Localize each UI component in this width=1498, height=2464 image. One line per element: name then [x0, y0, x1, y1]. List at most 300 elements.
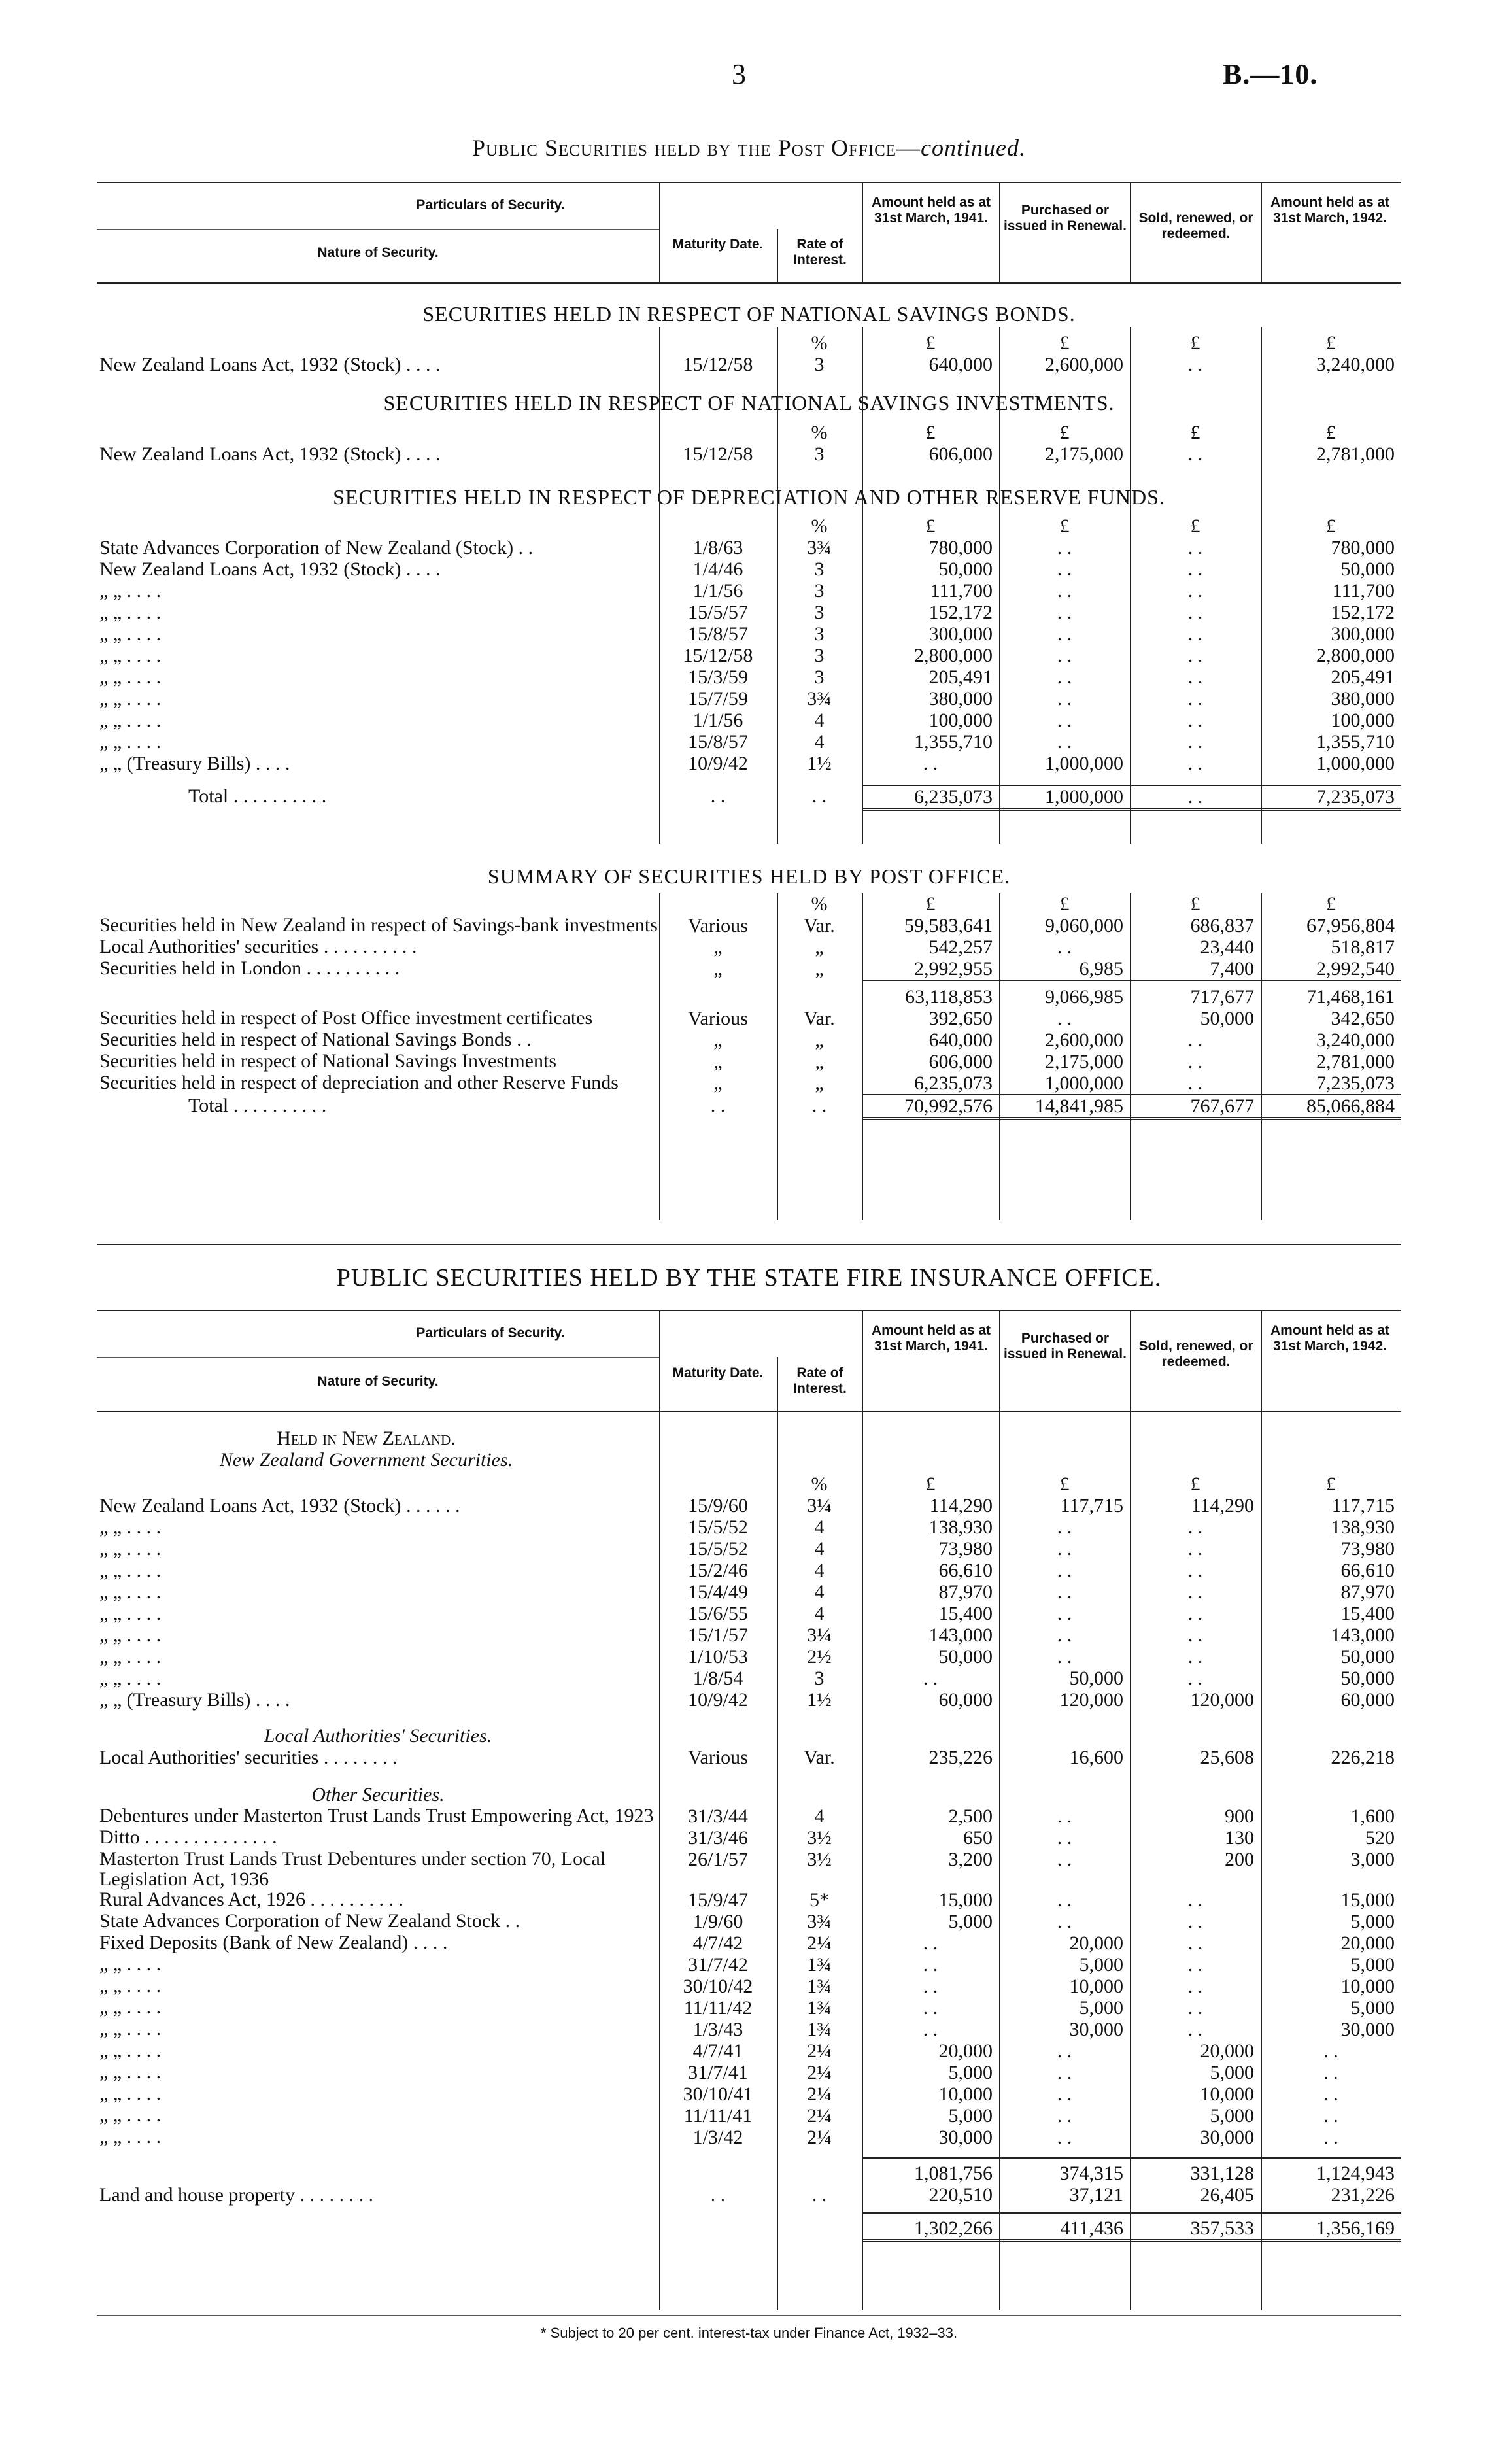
- cell: „ „ . . . .: [99, 666, 162, 688]
- cell: 2,992,540: [1316, 958, 1395, 980]
- summary-rows: [97, 893, 1401, 1119]
- cell: „: [815, 936, 824, 958]
- cell: 26,405: [1200, 2184, 1254, 2206]
- table-row: [97, 2105, 1401, 2127]
- cell: „ „ . . . .: [99, 2061, 162, 2083]
- cell: 143,000: [1331, 1624, 1395, 1646]
- cell: . .: [1323, 2083, 1338, 2105]
- cell: . .: [1057, 710, 1072, 731]
- subtotal-row: [97, 2158, 1401, 2184]
- depreciation-heading: SECURITIES HELD IN RESPECT OF DEPRECIATION AND OTHER RESERVE FUNDS.: [333, 485, 1165, 509]
- cell: 100,000: [1331, 710, 1395, 731]
- cell: 4: [814, 731, 825, 753]
- cell: 2,175,000: [1045, 1051, 1123, 1072]
- table-row: [97, 1646, 1401, 1668]
- section-divider: [97, 1244, 1401, 1245]
- cell: Total . . . . . . . . . .: [188, 785, 327, 807]
- cell: „ „ . . . .: [99, 580, 162, 602]
- table-row: [97, 2040, 1401, 2062]
- cell: „ „ . . . .: [99, 623, 162, 645]
- cell: 15/5/57: [688, 602, 748, 623]
- table-row: [97, 915, 1401, 936]
- cell: . .: [811, 2184, 827, 2206]
- cell: 3,240,000: [1316, 1029, 1395, 1051]
- cell: . .: [1057, 688, 1072, 710]
- cell: „ „ . . . .: [99, 645, 162, 666]
- cell: . .: [1187, 1029, 1203, 1051]
- cell: 4/7/42: [692, 1932, 743, 1954]
- cell: 226,218: [1331, 1747, 1395, 1768]
- maturity-header: Maturity Date.: [672, 1365, 764, 1380]
- unit-cell: £: [1326, 893, 1336, 915]
- cell: New Zealand Loans Act, 1932 (Stock) . . . . . .: [99, 1495, 460, 1516]
- cell: 138,930: [1331, 1516, 1395, 1538]
- cell: 10/9/42: [688, 1689, 748, 1711]
- cell: Total . . . . . . . . . .: [188, 1095, 327, 1116]
- cell: 205,491: [928, 666, 993, 688]
- cell: 780,000: [928, 537, 993, 558]
- cell: „ „ . . . .: [99, 602, 162, 623]
- cell: 15,400: [938, 1603, 993, 1624]
- cell: 117,715: [1060, 1495, 1123, 1516]
- cell: 4: [814, 1516, 825, 1538]
- cell: 31/7/42: [688, 1954, 748, 1976]
- unit-cell: £: [1326, 1473, 1336, 1495]
- summary-heading: SUMMARY OF SECURITIES HELD BY POST OFFICE.: [487, 864, 1011, 888]
- cell: 114,290: [929, 1495, 993, 1516]
- cell: 4/7/41: [692, 2040, 743, 2062]
- cell: 10/9/42: [688, 753, 748, 774]
- table-row: [97, 2083, 1401, 2105]
- cell: 4: [814, 710, 825, 731]
- cell: 15/9/60: [688, 1495, 748, 1516]
- cell: 15/2/46: [688, 1560, 748, 1581]
- cell: 380,000: [928, 688, 993, 710]
- unit-cell: £: [925, 893, 936, 915]
- cell: 1/3/43: [692, 2019, 743, 2040]
- cell: 520: [1365, 1827, 1395, 1849]
- cell: 518,817: [1331, 936, 1395, 958]
- cell: „: [713, 958, 723, 980]
- cell: . .: [1187, 1668, 1203, 1689]
- particulars-header: Particulars of Security.: [416, 1326, 565, 1341]
- cell: 4: [814, 1603, 825, 1624]
- fire-table: [97, 1452, 1401, 2242]
- cell: 71,468,161: [1261, 980, 1401, 1008]
- cell: 1,081,756: [862, 2158, 999, 2184]
- cell: . .: [1187, 1538, 1203, 1560]
- cell: . .: [923, 1668, 938, 1689]
- cell: 767,677: [1130, 1095, 1261, 1119]
- cell: 10,000: [1069, 1976, 1123, 1997]
- maturity-header: Maturity Date.: [672, 237, 764, 252]
- cell: . .: [1057, 1646, 1072, 1668]
- cell: 11/11/41: [683, 2105, 753, 2127]
- cell: 1½: [807, 1689, 832, 1711]
- cell: „ „ . . . .: [99, 1516, 162, 1538]
- cell: „ „ . . . .: [99, 1581, 162, 1603]
- cell: 15,400: [1340, 1603, 1395, 1624]
- cell: [97, 980, 659, 1008]
- unit-cell: £: [925, 1473, 936, 1495]
- cell: 50,000: [1340, 1668, 1395, 1689]
- cell: State Advances Corporation of New Zealand (Stock) . .: [99, 537, 534, 558]
- cell: . .: [923, 1954, 938, 1976]
- cell: 66,610: [1340, 1560, 1395, 1581]
- table-row: [97, 1516, 1401, 1538]
- cell: Land and house property . . . . . . . .: [99, 2184, 374, 2206]
- cell: . .: [1187, 1072, 1203, 1094]
- cell: 640,000: [928, 1029, 993, 1051]
- cell: . .: [923, 2019, 938, 2040]
- cell: 2½: [807, 1646, 832, 1668]
- cell: 606,000: [928, 1051, 993, 1072]
- savings-bonds-heading: SECURITIES HELD IN RESPECT OF NATIONAL SAVINGS BONDS.: [422, 302, 1076, 326]
- cell: . .: [1323, 2127, 1338, 2148]
- table-row: [97, 710, 1401, 731]
- cell: 26/1/57: [688, 1849, 748, 1870]
- cell: 331,128: [1130, 2158, 1261, 2184]
- cell: Var.: [804, 915, 835, 936]
- unit-cell: £: [1059, 1473, 1070, 1495]
- cell: Securities held in respect of Post Office investment certificates: [99, 1007, 593, 1029]
- table-row: [97, 1849, 1401, 1889]
- cell: 4: [814, 1538, 825, 1560]
- cell: 2,800,000: [1316, 645, 1395, 666]
- cell: 1/3/42: [692, 2127, 743, 2148]
- cell: [659, 2158, 777, 2184]
- cell: 138,930: [928, 1516, 993, 1538]
- cell: . .: [710, 1095, 726, 1116]
- table-row: [97, 1051, 1401, 1072]
- cell: . .: [1323, 2062, 1338, 2083]
- cell: 15/9/47: [688, 1889, 748, 1911]
- cell: 1/9/60: [692, 1911, 743, 1932]
- table-row: [97, 1997, 1401, 2019]
- cell: 300,000: [928, 623, 993, 645]
- cell: 152,172: [1331, 602, 1395, 623]
- cell: 130: [1225, 1827, 1254, 1849]
- cell: 20,000: [1340, 1932, 1395, 1954]
- cell: 63,118,853: [862, 980, 999, 1008]
- cell: Securities held in respect of National Savings Bonds . .: [99, 1029, 532, 1050]
- cell: . .: [1187, 688, 1203, 710]
- table-row: New Zealand Loans Act, 1932 (Stock) . . . . 15/12/58 3 640,000 2,600,000 . . 3,240,000: [99, 354, 1395, 375]
- units-row: % £ £ £ £: [811, 422, 1336, 443]
- units-row: [97, 515, 1401, 537]
- cell: . .: [1187, 1954, 1203, 1976]
- cell: State Advances Corporation of New Zealand Stock . .: [99, 1910, 520, 1932]
- cell: 15,000: [1340, 1889, 1395, 1911]
- cell: . .: [1057, 1008, 1072, 1029]
- cell: 10,000: [938, 2083, 993, 2105]
- cell: 5,000: [1079, 1954, 1123, 1976]
- cell: 50,000: [938, 1646, 993, 1668]
- post-office-title: [0, 134, 1498, 162]
- table-row: New Zealand Loans Act, 1932 (Stock) . . . . 15/12/58 3 606,000 2,175,000 . . 2,781,000: [99, 443, 1395, 465]
- cell: 120,000: [1059, 1689, 1123, 1711]
- cell: 73,980: [938, 1538, 993, 1560]
- cell: 50,000: [1069, 1668, 1123, 1689]
- cell: [777, 980, 862, 1008]
- table-row: [97, 753, 1401, 774]
- cell: 20,000: [1200, 2040, 1254, 2062]
- depreciation-rows: [97, 515, 1401, 810]
- cell: 30,000: [1200, 2127, 1254, 2148]
- cell: 85,066,884: [1261, 1095, 1401, 1119]
- unit-cell: £: [1190, 893, 1200, 915]
- cell: 5*: [809, 1889, 829, 1911]
- cell: „ „ . . . .: [99, 2126, 162, 2147]
- cell: 15,000: [938, 1889, 993, 1911]
- cell: . .: [1187, 580, 1203, 602]
- cell: 31/3/46: [688, 1827, 748, 1849]
- cell: 20,000: [938, 2040, 993, 2062]
- cell: 50,000: [1340, 1646, 1395, 1668]
- cell: 200: [1225, 1849, 1254, 1870]
- bottom-rule: [97, 2315, 1401, 2316]
- table-row: [97, 1581, 1401, 1603]
- unit-cell: £: [925, 515, 936, 537]
- spacer-row: [97, 2148, 1401, 2158]
- cell: „ „ . . . .: [99, 2018, 162, 2040]
- table-row: [97, 1624, 1401, 1646]
- cell: 5,000: [1350, 1911, 1395, 1932]
- cell: Ditto . . . . . . . . . . . . . .: [99, 1826, 277, 1848]
- cell: . .: [923, 753, 938, 774]
- summary-table: [97, 893, 1401, 1120]
- cell: 117,715: [1331, 1495, 1395, 1516]
- cell: „ „ . . . .: [99, 1953, 162, 1975]
- cell: „: [815, 1072, 824, 1094]
- table-row: [97, 1954, 1401, 1976]
- cell: „: [815, 1051, 824, 1072]
- cell: . .: [1187, 537, 1203, 558]
- cell: . .: [1057, 1538, 1072, 1560]
- cell: 30,000: [1340, 2019, 1395, 2040]
- table-row: [97, 688, 1401, 710]
- cell: Various: [688, 915, 748, 936]
- cell: 2,992,955: [914, 958, 993, 980]
- cell: 374,315: [999, 2158, 1130, 2184]
- table-row: [97, 602, 1401, 623]
- cell: 357,533: [1130, 2213, 1261, 2241]
- cell: . .: [1187, 1624, 1203, 1646]
- cell: . .: [1187, 1911, 1203, 1932]
- cell: . .: [1187, 1581, 1203, 1603]
- cell: 392,650: [928, 1008, 993, 1029]
- cell: „: [713, 1029, 723, 1051]
- cell: 9,066,985: [999, 980, 1130, 1008]
- cell: „ „ . . . .: [99, 2104, 162, 2126]
- total-row: [97, 1095, 1401, 1119]
- cell: 5,000: [1350, 1954, 1395, 1976]
- cell: Various: [688, 1747, 748, 1768]
- cell: 3: [814, 602, 825, 623]
- table-row: [97, 1029, 1401, 1051]
- fire-insurance-title: PUBLIC SECURITIES HELD BY THE STATE FIRE INSURANCE OFFICE.: [336, 1264, 1162, 1292]
- cell: 111,700: [930, 580, 993, 602]
- cell: Various: [688, 1008, 748, 1029]
- subheading: Local Authorities' Securities.: [264, 1725, 492, 1747]
- cell: 7,235,073: [1316, 1072, 1395, 1094]
- table-row: [97, 2062, 1401, 2083]
- cell: . .: [1323, 2105, 1338, 2127]
- cell: 3¼: [807, 1495, 832, 1516]
- cell: . .: [923, 1932, 938, 1954]
- cell: 5,000: [948, 2105, 993, 2127]
- cell: . .: [710, 785, 726, 807]
- cell: . .: [1057, 623, 1072, 645]
- cell: 87,970: [938, 1581, 993, 1603]
- cell: 1,000,000: [999, 785, 1130, 810]
- cell: 3¾: [807, 688, 832, 710]
- cell: . .: [1057, 2040, 1072, 2062]
- cell: 15/5/52: [688, 1516, 748, 1538]
- cell: . .: [1057, 1516, 1072, 1538]
- cell: . .: [1057, 1827, 1072, 1849]
- cell: 1/1/56: [692, 580, 743, 602]
- cell: 542,257: [928, 936, 993, 958]
- unit-cell: [97, 893, 659, 915]
- cell: 50,000: [938, 558, 993, 580]
- cell: Securities held in New Zealand in respect of Savings-bank investments: [99, 914, 658, 936]
- cell: Local Authorities' securities . . . . . . . . . .: [99, 936, 417, 957]
- cell: 6,985: [1079, 958, 1123, 980]
- cell: 1¾: [807, 2019, 832, 2040]
- table-row: [97, 1976, 1401, 1997]
- table-row: [97, 1889, 1401, 1911]
- cell: New Zealand Loans Act, 1932 (Stock) . . . .: [99, 558, 441, 580]
- cell: [97, 2158, 659, 2184]
- spacer-row: [97, 774, 1401, 785]
- cell: „: [713, 1072, 723, 1094]
- cell: 205,491: [1331, 666, 1395, 688]
- table-row: [97, 731, 1401, 753]
- nature-header: Nature of Security.: [317, 245, 439, 260]
- cell: Debentures under Masterton Trust Lands Trust Empowering Act, 1923: [99, 1805, 654, 1826]
- cell: „ „ . . . .: [99, 688, 162, 710]
- cell: 30/10/42: [683, 1976, 753, 1997]
- unit-cell: [97, 515, 659, 537]
- cell: 411,436: [999, 2213, 1130, 2241]
- cell: „ „ . . . .: [99, 710, 162, 731]
- cell: 342,650: [1331, 1008, 1395, 1029]
- particulars-header: Particulars of Security.: [416, 197, 565, 213]
- cell: . .: [1187, 623, 1203, 645]
- cell: Securities held in respect of depreciation and other Reserve Funds: [99, 1072, 619, 1093]
- table-row: [97, 1747, 1401, 1768]
- cell: 717,677: [1130, 980, 1261, 1008]
- page-number: 3: [732, 58, 746, 90]
- unit-cell: [659, 515, 777, 537]
- cell: 66,610: [938, 1560, 993, 1581]
- cell: 3¼: [807, 1624, 832, 1646]
- cell: 23,440: [1200, 936, 1254, 958]
- amount-1942-header: Amount held as at 31st March, 1942.: [1270, 1323, 1390, 1354]
- rate-header: Rate of Interest.: [793, 237, 847, 267]
- cell: . .: [1057, 645, 1072, 666]
- cell: 220,510: [928, 2184, 993, 2206]
- cell: 4: [814, 1805, 825, 1827]
- cell: . .: [1187, 1976, 1203, 1997]
- cell: . .: [1187, 1889, 1203, 1911]
- cell: 1,355,710: [1316, 731, 1395, 753]
- cell: „: [713, 936, 723, 958]
- cell: Securities held in London . . . . . . . . . .: [99, 957, 400, 979]
- cell: 9,060,000: [1045, 915, 1123, 936]
- cell: . .: [1187, 1932, 1203, 1954]
- cell: 15/8/57: [688, 623, 748, 645]
- cell: „ „ (Treasury Bills) . . . .: [99, 1689, 290, 1711]
- table-row: [97, 623, 1401, 645]
- cell: 3: [814, 558, 825, 580]
- total-row: [97, 785, 1401, 810]
- units-row: % £ £ £ £: [811, 332, 1336, 354]
- table-row: [97, 580, 1401, 602]
- cell: 2¼: [807, 2105, 832, 2127]
- unit-cell: £: [1190, 515, 1200, 537]
- cell: . .: [1057, 1911, 1072, 1932]
- cell: 4: [814, 1560, 825, 1581]
- sold-header: Sold, renewed, or redeemed.: [1138, 1339, 1253, 1369]
- table-row: [97, 537, 1401, 558]
- cell: 15/8/57: [688, 731, 748, 753]
- cell: 3: [814, 645, 825, 666]
- cell: 111,700: [1332, 580, 1395, 602]
- cell: 900: [1225, 1805, 1254, 1827]
- cell: 50,000: [1340, 558, 1395, 580]
- cell: „ „ . . . .: [99, 1646, 162, 1668]
- cell: [777, 2158, 862, 2184]
- amount-1941-header: Amount held as at 31st March, 1941.: [871, 195, 991, 226]
- cell: „ „ (Treasury Bills) . . . .: [99, 753, 290, 774]
- cell: . .: [1057, 602, 1072, 623]
- cell: . .: [1187, 1603, 1203, 1624]
- cell: 50,000: [1200, 1008, 1254, 1029]
- table-row: [97, 1072, 1401, 1095]
- cell: Var.: [804, 1008, 835, 1029]
- spacer-row: [97, 1711, 1401, 1725]
- cell: . .: [1057, 1805, 1072, 1827]
- cell: 1/10/53: [688, 1646, 748, 1668]
- cell: . .: [811, 785, 827, 807]
- total-row: [97, 2213, 1401, 2241]
- cell: 37,121: [1069, 2184, 1123, 2206]
- table-row: [97, 1603, 1401, 1624]
- table-row: [97, 1560, 1401, 1581]
- cell: Fixed Deposits (Bank of New Zealand) . . . .: [99, 1932, 448, 1953]
- cell: . .: [1057, 1889, 1072, 1911]
- cell: „ „ . . . .: [99, 1624, 162, 1646]
- sold-header: Sold, renewed, or redeemed.: [1138, 211, 1253, 241]
- cell: . .: [1187, 1516, 1203, 1538]
- cell: 143,000: [928, 1624, 993, 1646]
- cell: 5,000: [1210, 2062, 1254, 2083]
- cell: 60,000: [1340, 1689, 1395, 1711]
- cell: 10,000: [1200, 2083, 1254, 2105]
- cell: . .: [1057, 2105, 1072, 2127]
- cell: 5,000: [1350, 1997, 1395, 2019]
- cell: . .: [923, 1997, 938, 2019]
- fire-rows: [97, 1452, 1401, 2241]
- cell: . .: [1187, 710, 1203, 731]
- cell: [659, 980, 777, 1008]
- cell: 87,970: [1340, 1581, 1395, 1603]
- nature-header: Nature of Security.: [317, 1374, 439, 1389]
- table-row: [97, 2184, 1401, 2206]
- unit-cell: [97, 1473, 659, 1495]
